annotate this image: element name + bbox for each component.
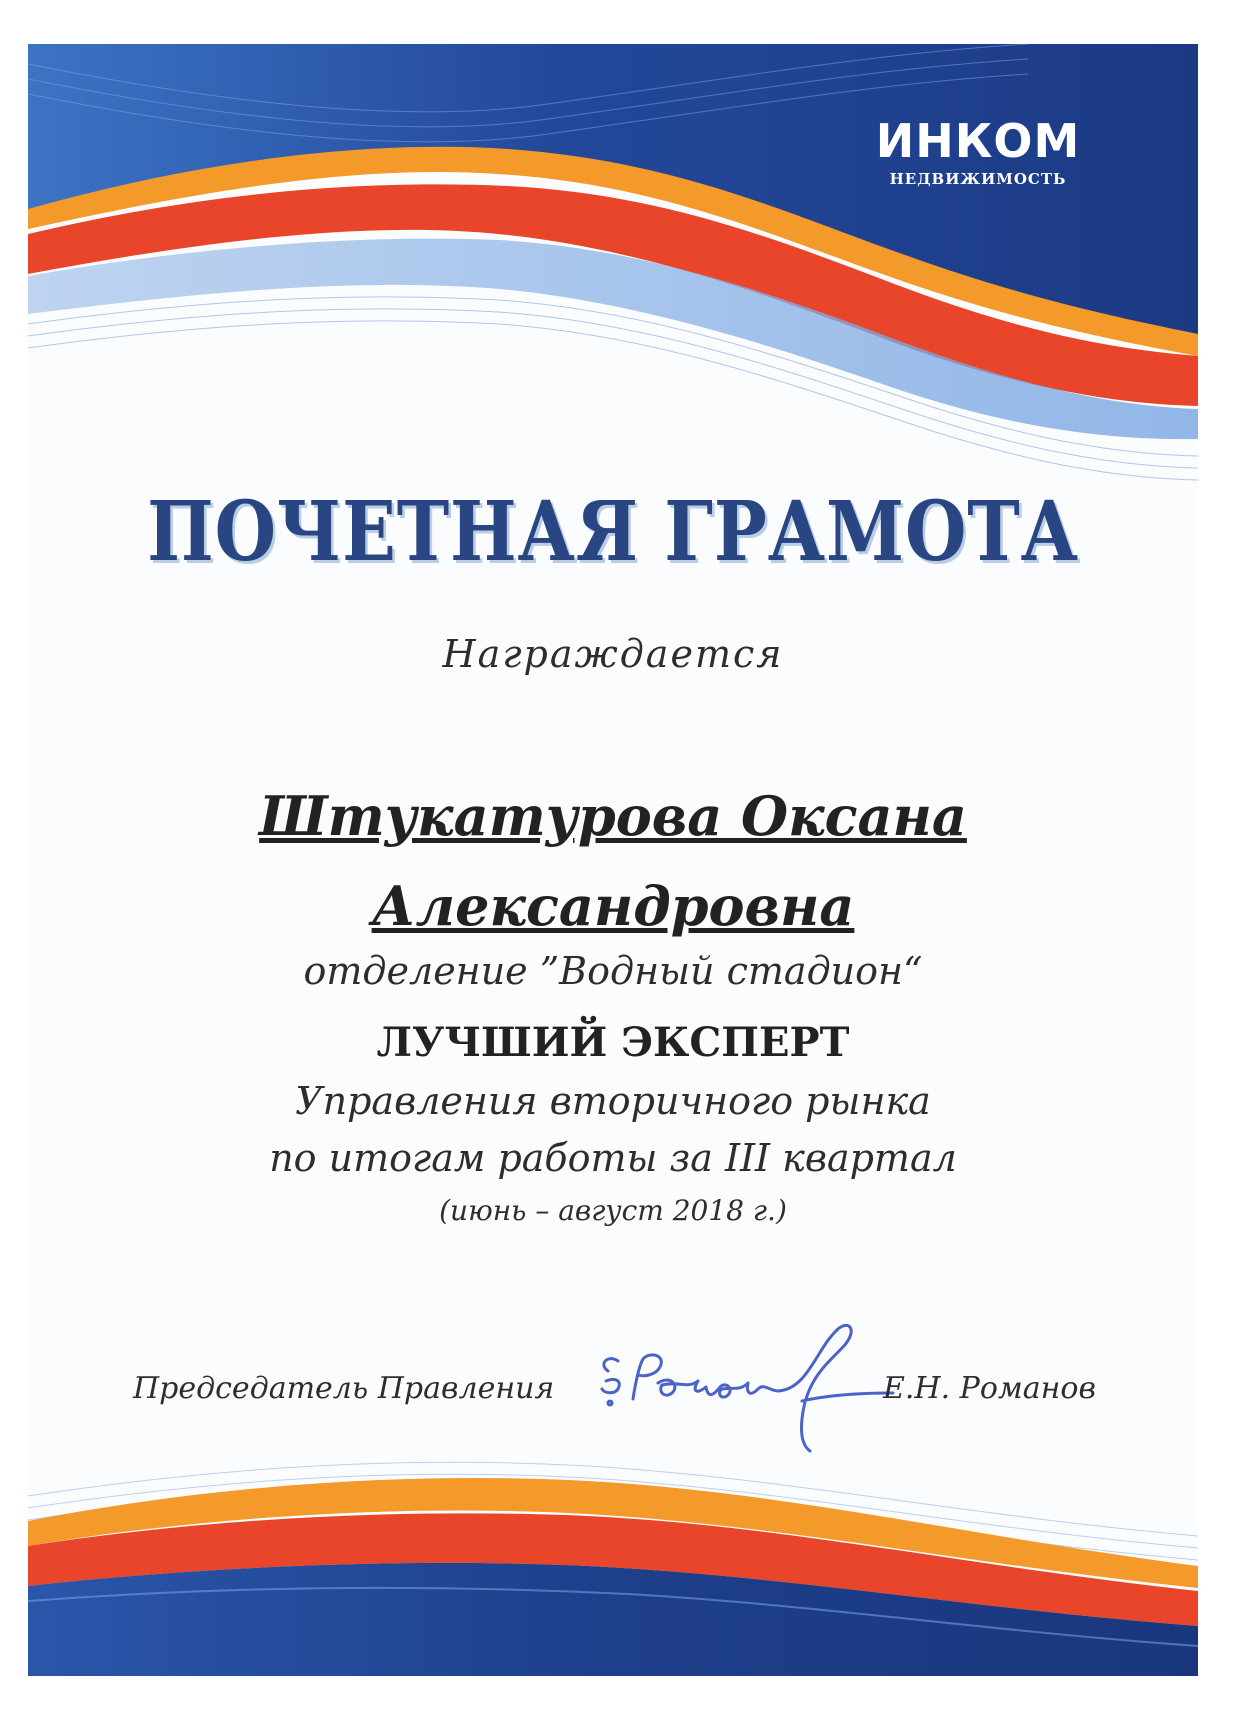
logo-subtitle: НЕДВИЖИМОСТЬ [889, 170, 1067, 188]
award-period: (июнь – август 2018 г.) [439, 1194, 787, 1227]
signatory-role: Председатель Правления [133, 1371, 555, 1406]
award-description-line2: по итогам работы за III квартал [269, 1136, 957, 1180]
certificate-title: ПОЧЕТНАЯ ГРАМОТА [147, 484, 1079, 580]
company-logo [858, 114, 1098, 188]
recipient-name-line2: Александровна [371, 874, 855, 938]
award-description-line1: Управления вторичного рынка [295, 1079, 931, 1123]
top-wave-decoration [28, 44, 1198, 484]
award-title: ЛУЧШИЙ ЭКСПЕРТ [376, 1019, 850, 1066]
awarded-label: Награждается [442, 632, 784, 676]
certificate-sheet [28, 44, 1198, 1676]
recipient-name-line1: Штукатурова Оксана [259, 784, 967, 848]
recipient-department: отделение ”Водный стадион“ [303, 949, 923, 993]
bottom-wave-decoration [28, 1426, 1198, 1676]
signatory-name: Е.Н. Романов [883, 1371, 1096, 1406]
logo-wordmark: ИНКОМ [875, 114, 1081, 168]
